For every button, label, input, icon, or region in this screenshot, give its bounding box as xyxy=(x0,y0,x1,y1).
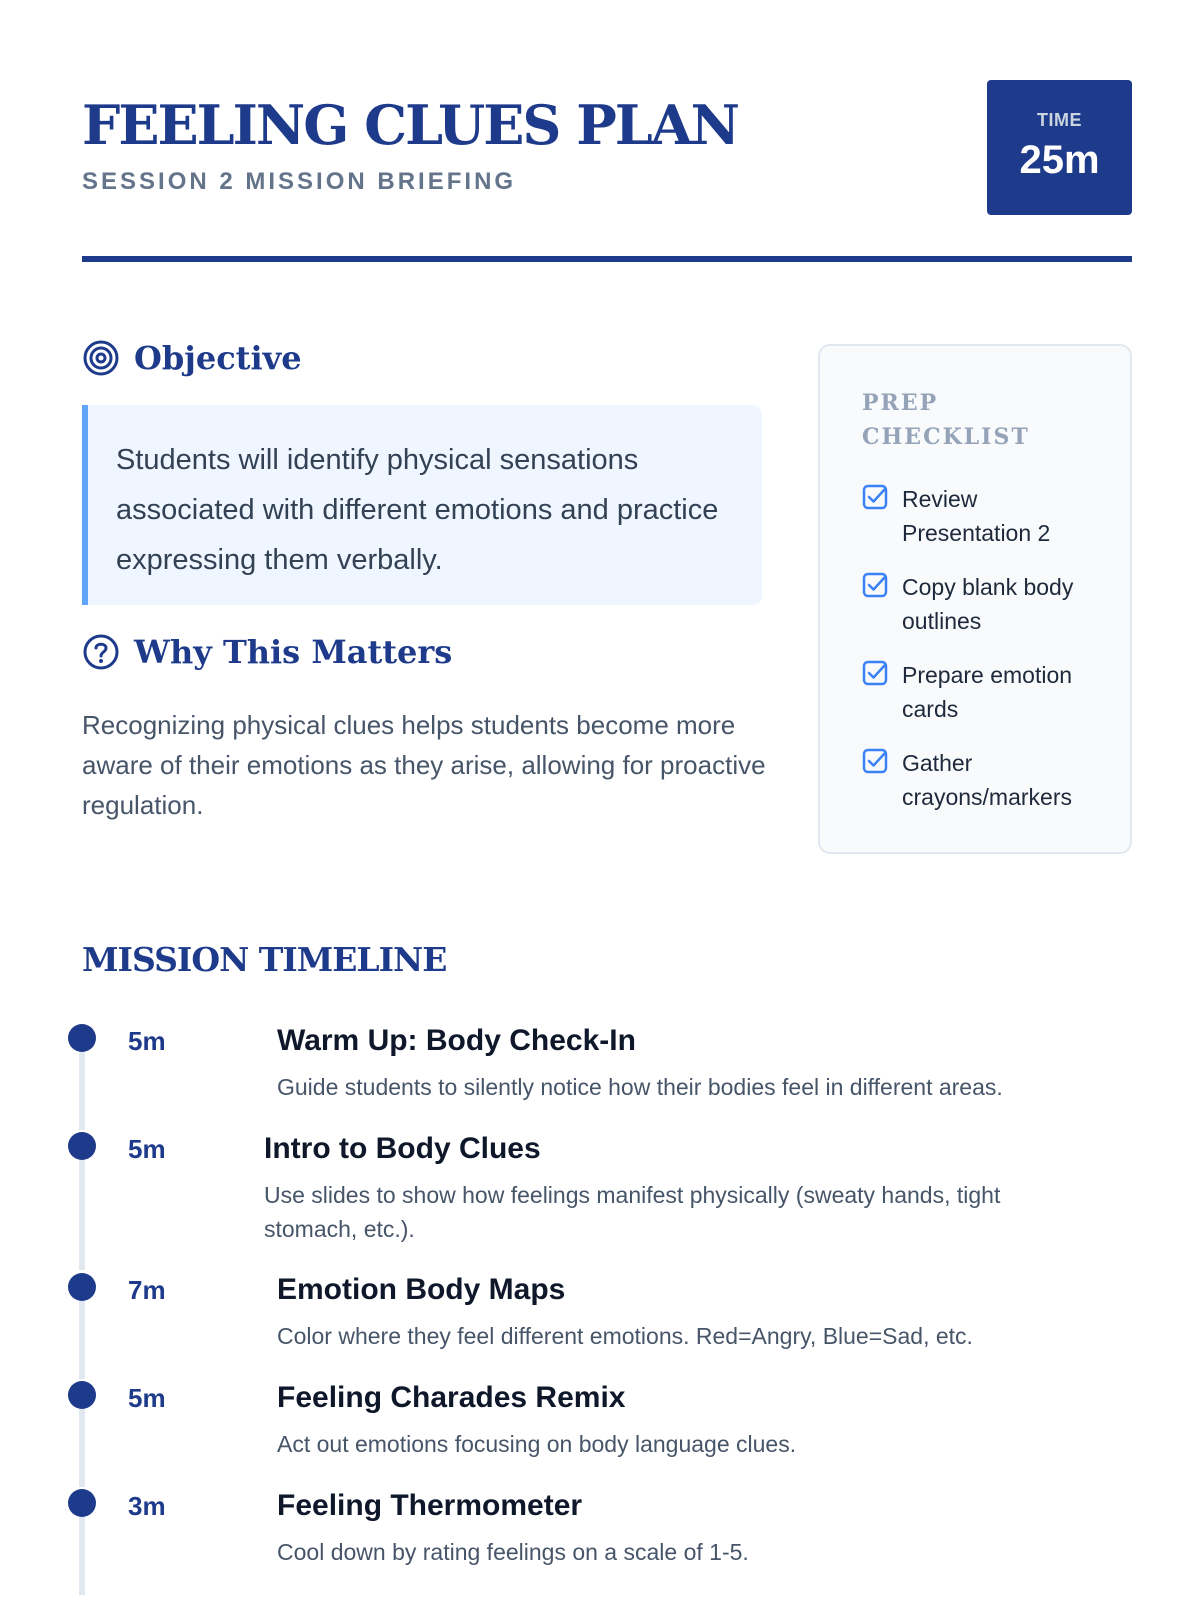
checklist-item-label: Gather crayons/markers xyxy=(902,750,1072,810)
time-value: 25m xyxy=(1019,138,1100,182)
timeline-connector xyxy=(79,1507,85,1595)
question-circle-icon xyxy=(82,633,120,671)
checklist-item-label: Review Presentation 2 xyxy=(902,486,1051,546)
timeline-duration: 7m xyxy=(128,1275,166,1305)
timeline-duration: 5m xyxy=(128,1134,166,1164)
timeline-step-name: Intro to Body Clues xyxy=(264,1132,541,1165)
target-icon xyxy=(82,339,120,377)
timeline-duration: 5m xyxy=(128,1383,166,1413)
checkbox-checked-icon xyxy=(862,660,888,686)
timeline-step-description: Guide students to silently notice how their bodies feel in different areas. xyxy=(277,1074,1003,1100)
page-subtitle: SESSION 2 MISSION BRIEFING xyxy=(82,168,517,195)
checklist-item-label: Copy blank body outlines xyxy=(902,574,1074,634)
checkbox-checked-icon xyxy=(862,748,888,774)
time-label: TIME xyxy=(1037,110,1082,130)
timeline-step-name: Warm Up: Body Check-In xyxy=(277,1024,636,1057)
prep-checklist-card xyxy=(818,344,1132,854)
timeline-step-name: Emotion Body Maps xyxy=(277,1273,566,1306)
timeline-connector xyxy=(79,1399,85,1487)
checklist-item xyxy=(862,746,1100,814)
timeline-dot xyxy=(68,1273,96,1301)
timeline-dot xyxy=(68,1132,96,1160)
timeline-duration: 5m xyxy=(128,1026,166,1056)
checklist-item xyxy=(862,658,1100,726)
timeline-dot xyxy=(68,1489,96,1517)
timeline-step-name: Feeling Thermometer xyxy=(277,1489,583,1522)
timeline-connector xyxy=(79,1150,85,1270)
checkbox-checked-icon xyxy=(862,484,888,510)
checklist-item xyxy=(862,482,1100,550)
timeline-connector xyxy=(79,1042,85,1130)
objective-heading xyxy=(82,339,302,377)
checklist-item-label: Prepare emotion cards xyxy=(902,662,1073,722)
timeline-connector xyxy=(79,1291,85,1379)
why-heading-label: Why This Matters xyxy=(134,633,453,671)
timeline-dot xyxy=(68,1024,96,1052)
timeline-step-name: Feeling Charades Remix xyxy=(277,1381,626,1414)
header xyxy=(82,80,1132,260)
timeline-step-description: Act out emotions focusing on body language clues. xyxy=(277,1431,797,1457)
timeline-title: MISSION TIMELINE xyxy=(82,940,447,979)
time-badge xyxy=(987,80,1132,215)
objective-text: Students will identify physical sensations associated with different emotions and practice expressing them verbally. xyxy=(116,444,719,576)
objective-heading-label: Objective xyxy=(134,339,302,377)
timeline-step-description: Use slides to show how feelings manifest physically (sweaty hands, tight stomach, etc.). xyxy=(264,1182,1001,1242)
checkbox-checked-icon xyxy=(862,572,888,598)
timeline-dot xyxy=(68,1381,96,1409)
timeline-duration: 3m xyxy=(128,1491,166,1521)
why-text: Recognizing physical clues helps students become more aware of their emotions as they arise, allowing for proactive regulation. xyxy=(82,710,766,820)
why-heading xyxy=(82,633,452,671)
checklist-item xyxy=(862,570,1100,638)
checklist-title: PREP CHECKLIST xyxy=(862,390,1030,450)
timeline-step-description: Cool down by rating feelings on a scale of 1-5. xyxy=(277,1539,749,1565)
objective-box xyxy=(82,405,762,605)
header-divider xyxy=(82,256,1132,262)
timeline-step-description: Color where they feel different emotions. Red=Angry, Blue=Sad, etc. xyxy=(277,1323,973,1349)
checklist-items xyxy=(862,482,1100,814)
page-title: FEELING CLUES PLAN xyxy=(82,93,739,157)
lesson-plan-page xyxy=(82,0,1132,1600)
